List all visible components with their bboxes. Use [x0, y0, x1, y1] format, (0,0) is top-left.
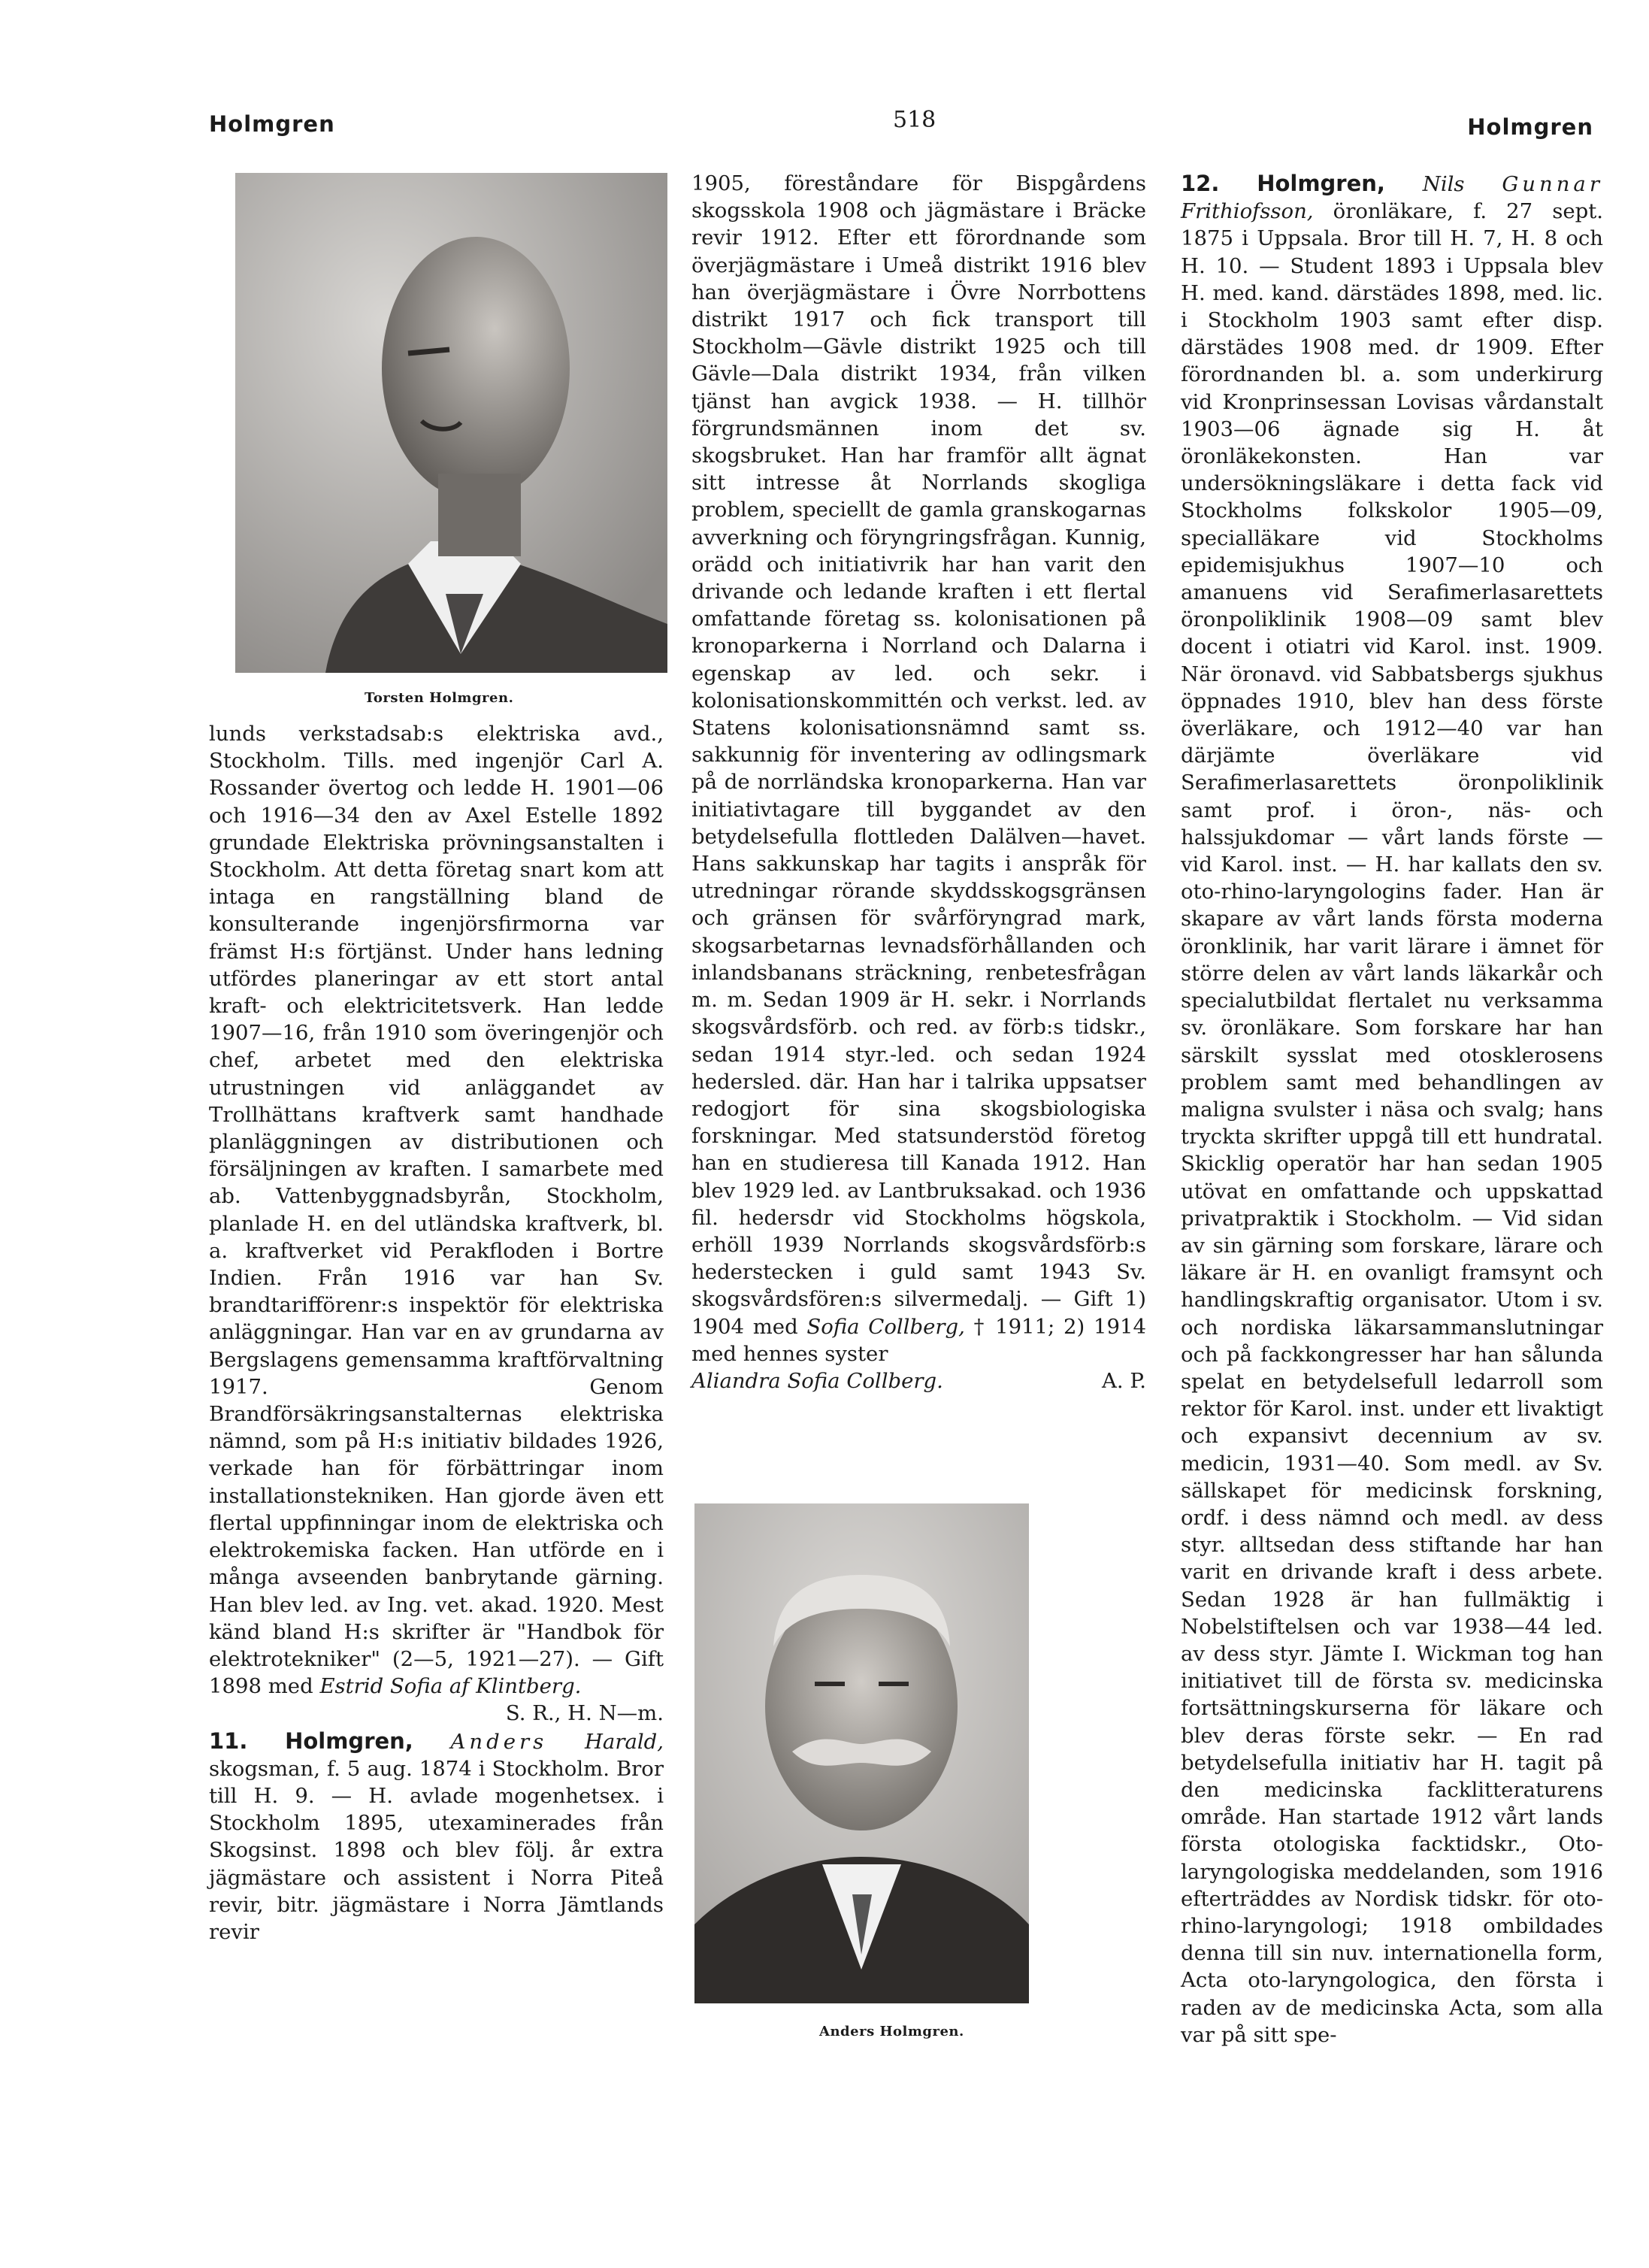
spouse-name: Estrid Sofia af Klintberg. [319, 1674, 582, 1699]
body-text: lunds verkstadsab:s elektriska avd., Stockholm. Tills. med ingenjör Carl A. Rossander övertog och ledde H. 1901—06 och 1916—34 den av Axel Estelle 1892 grundade Elektriska prövningsanstalten i Stockholm. Att detta företag snart kom att intaga en rangställning bland de konsulterande ingenjörsfirmorna var främst H:s förtjänst. Under hans ledning utfördes planeringar av ett stort antal kraft- och elektricitetsverk. Han ledde 1907—16, från 1910 som överingenjör och chef, arbetet med den elektriska utrustningen vid anläggandet av Trollhättans kraftverk samt handhade planläggningen av distributionen och försäljningen av kraften. I samarbete med ab. Vattenbyggnadsbyrån, Stockholm, planlade H. en del utländska kraftverk, bl. a. kraftverket vid Perakfloden i Bortre Indien. Från 1916 var han Sv. brandtarifförenr:s inspektör för elektriska anläggningar. Han var en av grundarna av Bergslagens gemensamma kraftförvaltning 1917. Genom Brandförsäkringsanstalternas elektriska nämnd, som på H:s initiativ bildades 1926, verkade han för förbättringar inom installationstekniken. Han gjorde även ett flertal uppfinningar inom de elektriska och elektrokemiska facken. Han utförde en i många avseenden banbrytande gärning. Han blev led. av Ing. vet. akad. 1920. Mest känd bland H:s skrifter är "Handbok för elektrotekniker" (2—5, 1921—27). — Gift 1898 med [209, 722, 664, 1699]
signature-line [691, 1367, 1146, 1394]
entry-patronymic: Frithiofsson, [1181, 199, 1314, 224]
paragraph [209, 720, 664, 1700]
entry-surname: Holmgren, [1257, 171, 1385, 196]
author-signature: A. P. [1101, 1368, 1146, 1393]
spouse-name: Sofia Collberg, [806, 1314, 965, 1339]
page-number: 518 [893, 107, 936, 133]
entry-number: 11. [209, 1727, 248, 1754]
paragraph [691, 170, 1146, 1367]
body-text: öronläkare, f. 27 sept. 1875 i Uppsala. Bror till H. 7, H. 8 och H. 10. — Student 1893 i Uppsala blev H. med. kand. därstädes 1898, med. lic. i Stockholm 1903 samt efter disp. därstädes 1908 med. dr 1909. Efter förordnanden bl. a. som underkirurg vid Kronprinsessan Lovisas vårdanstalt 1903—06 ägnade sig H. åt öronläkekonsten. Han var undersökningsläkare i detta fack vid Stockholms folkskolor 1905—09, specialläkare vid Stockholms epidemisjukhus 1907—10 och amanuens vid Serafimerlasarettets öronpoliklinik 1908—09 samt blev docent i otiatri vid Karol. inst. 1909. När öronavd. vid Sabbatsbergs sjukhus öppnades 1910, blev han dess förste överläkare, och 1912—40 var han därjämte överläkare vid Serafimerlasarettets öronpoliklinik samt prof. i öron-, näs- och halssjukdomar — vårt lands förste — vid Karol. inst. — H. har kallats den sv. oto-rhino-laryngologins fader. Han är skapare av vårt lands första moderna öronklinik, har varit lärare i ämnet för större delen av vårt lands läkarkår och specialutbildat flertalet nu verksamma sv. öronläkare. Som forskare har han särskilt sysslat med otosklerosens problem samt med behandlingen av maligna svulster i näsa och svalg; hans tryckta skrifter uppgå till ett hundratal. Skicklig operatör har han sedan 1905 utövat en omfattande och uppskattad privatpraktik i Stockholm. — Vid sidan av sin gärning som forskare, lärare och läkare är H. en ovanligt framsynt och handlingskraftig organisator. Utom i sv. och nordiska läkarsammanslutningar och på fackkongresser har han sålunda spelat en betydelsefull ledarroll som rektor för Karol. inst. under ett livaktigt och expansivt decennium av sv. medicin, 1931—40. Som medl. av Sv. sällskapet för medicinsk forskning, ordf. i dess nämnd och medl. av dess styr. alltsedan dess stiftande har han varit en drivande kraft i dess arbete. Sedan 1928 är han fullmäktig i Nobelstiftelsen och var 1938—44 led. av dess styr. Jämte I. Wickman tog han initiativet till de första sv. medicinska fortsättningskurserna för läkare och blev deras förste sekr. — En rad betydelsefulla initiativ har H. tagit på den medicinska facklitteraturens område. Han startade 1912 vårt lands första otologiska facktidskr., Oto-laryngologiska meddelanden, som 1916 efterträddes av Nordisk tidskr. för oto-rhino-laryngologi; 1918 ombildades denna till sin nuv. internationella form, Acta oto-laryngologica, den första i raden av de medicinska Acta, som alla var på sitt spe- [1181, 199, 1603, 2047]
entry-middle-name: Harald, [584, 1729, 664, 1754]
portrait-photo-torsten [235, 173, 667, 673]
body-text: † 1911; 2) 1914 med hennes syster [691, 1314, 1146, 1366]
entry-surname: Holmgren, [285, 1727, 413, 1754]
entry-11 [209, 1727, 664, 1946]
body-text: skogsman, f. 5 aug. 1874 i Stockholm. Bror till H. 9. — H. avlade mogenhetsex. i Stockholm 1895, utexaminerades från Skogsinst. 1898 och blev följ. år extra jägmästare och assistent i Norra Piteå revir, bitr. jägmästare i Norra Jämtlands revir [209, 1756, 664, 1944]
spouse-name: Aliandra Sofia Collberg. [691, 1368, 943, 1393]
entry-given-name: Anders [450, 1729, 548, 1754]
entry-given-name: Nils [1422, 172, 1465, 196]
portrait-caption-anders: Anders Holmgren. [819, 2024, 964, 2039]
running-head-right: Holmgren [1467, 114, 1593, 140]
entry-12 [1181, 170, 1603, 2048]
column-middle [691, 170, 1146, 1394]
running-head-left: Holmgren [209, 111, 335, 137]
column-right [1181, 170, 1603, 2048]
portrait-caption-torsten: Torsten Holmgren. [365, 690, 514, 706]
column-left [209, 720, 664, 1946]
author-signature: S. R., H. N—m. [505, 1701, 664, 1726]
entry-middle-name: Gunnar [1502, 172, 1603, 196]
body-text: 1905, föreståndare för Bispgårdens skogsskola 1908 och jägmästare i Bräcke revir 1912. Efter ett förordnande som överjägmästare i Umeå distrikt 1916 blev han överjägmästare i Övre Norrbottens distrikt 1917 och fick transport till Stockholm—Gävle distrikt 1925 och till Gävle—Dala distrikt 1934, från vilken tjänst han avgick 1938. — H. tillhör förgrundsmännen inom det sv. skogsbruket. Han har framför allt ägnat sitt intresse åt Norrlands skogliga problem, speciellt de gamla granskogarnas avverkning och föryngringsfrågan. Kunnig, orädd och initiativrik har han varit den drivande och ledande kraften i ett flertal omfattande företag ss. kolonisationen på kronoparkerna i Norrland och Dalarna i egenskap av led. och sekr. i kolonisationskommittén och verkst. led. av Statens kolonisationsnämnd samt ss. sakkunnig för inventering av odlingsmark på de norrländska kronoparkerna. Han var initiativtagare till byggandet av den betydelsefulla flottleden Dalälven—havet. Hans sakkunskap har tagits i anspråk för utredningar rörande skyddsskogsgränsen och gränsen för svårföryngrad mark, skogsarbetarnas levnadsförhållanden och inlandsbanans sträckning, renbetesfrågan m. m. Sedan 1909 är H. sekr. i Norrlands skogsvårdsförb. och red. av förb:s tidskr., sedan 1914 styr.-led. och sedan 1924 hedersled. där. Han har i talrika uppsatser redogjort för sina skogsbiologiska forskningar. Med statsunderstöd företog han en studieresa till Kanada 1912. Han blev 1929 led. av Lantbruksakad. och 1936 fil. hedersdr vid Stockholms högskola, erhöll 1939 Norrlands skogsvårdsförb:s hederstecken i guld samt 1943 Sv. skogsvårdsfören:s silvermedalj. — Gift 1) 1904 med [691, 171, 1146, 1339]
portrait-photo-anders [694, 1503, 1029, 2003]
entry-number: 12. [1181, 171, 1220, 196]
